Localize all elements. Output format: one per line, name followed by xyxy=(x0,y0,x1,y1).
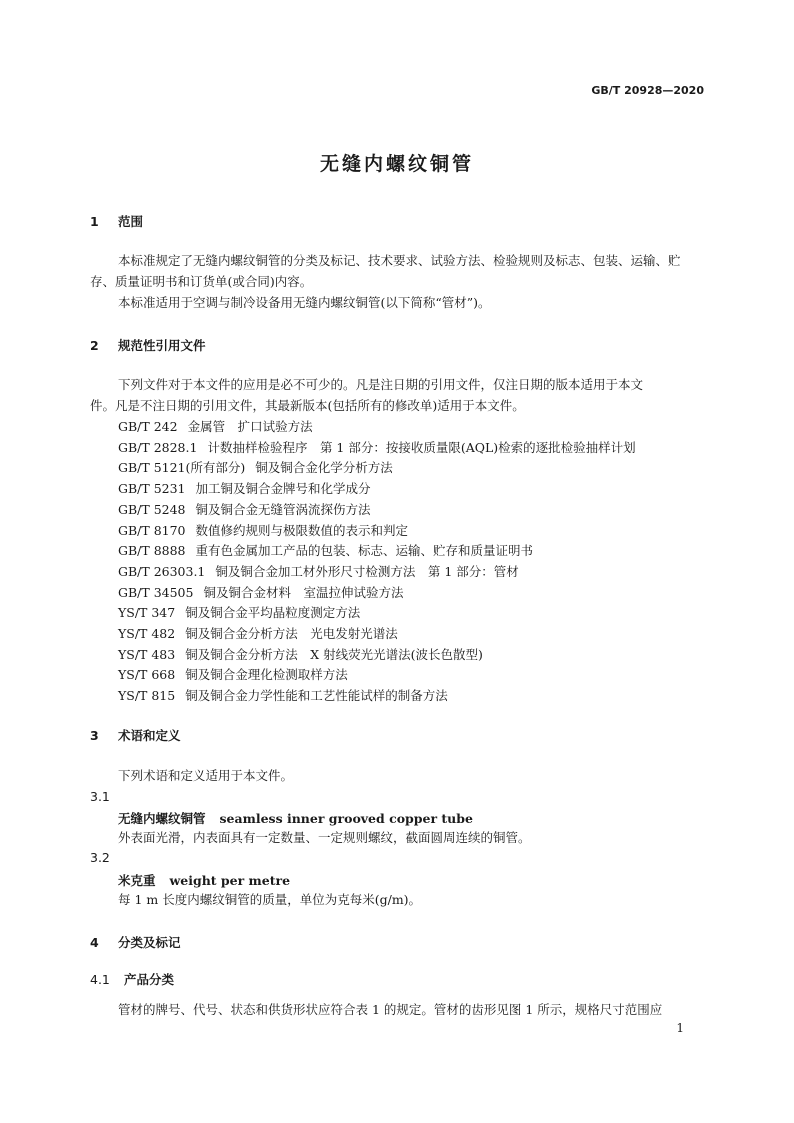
reference-item xyxy=(118,665,348,683)
reference-title: 铜及铜合金分析方法 光电发射光谱法 xyxy=(185,626,398,641)
reference-title: 铜及铜合金力学性能和工艺性能试样的制备方法 xyxy=(185,688,448,704)
section-1-heading xyxy=(90,212,143,230)
reference-item xyxy=(118,438,636,456)
reference-code: GB/T 26303.1 xyxy=(118,563,206,579)
section-title: 规范性引用文件 xyxy=(118,338,206,353)
reference-code: GB/T 5248 xyxy=(118,501,186,517)
reference-item xyxy=(118,417,313,435)
section-2-heading xyxy=(90,336,206,354)
reference-item xyxy=(118,541,533,559)
reference-code: YS/T 347 xyxy=(118,605,176,621)
reference-code: GB/T 5121(所有部分) xyxy=(118,460,246,476)
reference-item xyxy=(118,458,393,476)
reference-item xyxy=(118,583,403,601)
reference-code: YS/T 815 xyxy=(118,688,176,704)
term-en: seamless inner grooved copper tube xyxy=(219,811,473,826)
subsection-title: 产品分类 xyxy=(124,972,175,987)
term-3-2-definition: 每 1 m 长度内螺纹铜管的质量，单位为克每米(g/m)。 xyxy=(118,892,422,907)
references-intro-line-1: 下列文件对于本文件的应用是必不可少的。凡是注日期的引用文件，仅注日期的版本适用于本文 xyxy=(118,377,644,392)
term-zh: 米克重 xyxy=(118,873,156,888)
scope-paragraph-2: 本标准适用于空调与制冷设备用无缝内螺纹铜管(以下简称“管材”)。 xyxy=(118,295,491,310)
section-3-heading xyxy=(90,726,181,744)
reference-code: YS/T 668 xyxy=(118,667,176,683)
term-3-1-definition: 外表面光滑，内表面具有一定数量、一定规则螺纹，截面圆周连续的铜管。 xyxy=(118,830,531,845)
reference-title: 金属管 扩口试验方法 xyxy=(187,419,313,434)
document-title: 无缝内螺纹铜管 xyxy=(319,153,474,175)
term-3-1-number: 3.1 xyxy=(90,789,110,804)
term-3-2-number: 3.2 xyxy=(90,850,110,865)
section-number: 2 xyxy=(90,338,99,353)
classification-paragraph: 管材的牌号、代号、状态和供货形状应符合表 1 的规定。管材的齿形见图 1 所示，规格尺寸范围应 xyxy=(118,1002,663,1017)
section-4-heading xyxy=(90,933,181,951)
reference-item xyxy=(118,624,398,642)
term-3-1 xyxy=(118,809,473,827)
reference-title: 加工铜及铜合金牌号和化学成分 xyxy=(195,481,371,497)
reference-title: 重有色金属加工产品的包装、标志、运输、贮存和质量证明书 xyxy=(195,543,534,559)
term-en: weight per metre xyxy=(169,873,291,888)
references-intro-line-2: 件。凡是不注日期的引用文件，其最新版本(包括所有的修改单)适用于本文件。 xyxy=(90,398,525,413)
term-3-2 xyxy=(118,871,290,889)
reference-code: GB/T 5231 xyxy=(118,481,186,497)
reference-item xyxy=(118,479,371,497)
reference-title: 计数抽样检验程序 第 1 部分：按接收质量限(AQL)检索的逐批检验抽样计划 xyxy=(207,439,636,455)
reference-code: GB/T 8888 xyxy=(118,543,186,559)
section-title: 分类及标记 xyxy=(118,935,181,950)
reference-title: 铜及铜合金化学分析方法 xyxy=(255,460,393,476)
section-number: 1 xyxy=(90,214,99,229)
reference-code: YS/T 482 xyxy=(118,626,176,641)
reference-item xyxy=(118,645,483,663)
section-title: 术语和定义 xyxy=(118,728,181,743)
scope-paragraph-1-line-2: 存、质量证明书和订货单(或合同)内容。 xyxy=(90,274,313,289)
section-title: 范围 xyxy=(118,214,144,229)
reference-title: 数值修约规则与极限数值的表示和判定 xyxy=(195,522,409,538)
reference-title: 铜及铜合金理化检测取样方法 xyxy=(185,667,348,683)
reference-title: 铜及铜合金材料 室温拉伸试验方法 xyxy=(203,584,404,600)
reference-item xyxy=(118,521,408,539)
reference-code: GB/T 2828.1 xyxy=(118,439,198,455)
subsection-number: 4.1 xyxy=(90,972,110,987)
scope-paragraph-1-line-1: 本标准规定了无缝内螺纹铜管的分类及标记、技术要求、试验方法、检验规则及标志、包装、运输、贮 xyxy=(118,253,681,268)
section-number: 3 xyxy=(90,728,99,743)
reference-title: 铜及铜合金分析方法 X 射线荧光光谱法(波长色散型) xyxy=(185,646,483,662)
reference-item xyxy=(118,562,519,580)
reference-code: GB/T 242 xyxy=(118,419,178,434)
terms-intro: 下列术语和定义适用于本文件。 xyxy=(118,768,294,783)
reference-title: 铜及铜合金加工材外形尺寸检测方法 第 1 部分：管材 xyxy=(215,563,519,579)
subsection-4-1-heading xyxy=(90,970,174,988)
reference-code: GB/T 8170 xyxy=(118,522,186,538)
standard-number: GB/T 20928—2020 xyxy=(591,84,704,97)
term-zh: 无缝内螺纹铜管 xyxy=(118,811,206,826)
reference-code: YS/T 483 xyxy=(118,646,176,662)
reference-title: 铜及铜合金无缝管涡流探伤方法 xyxy=(195,501,371,517)
reference-item xyxy=(118,500,371,518)
reference-item xyxy=(118,603,360,621)
reference-code: GB/T 34505 xyxy=(118,584,194,600)
section-number: 4 xyxy=(90,935,99,950)
reference-item xyxy=(118,686,448,704)
page-number: 1 xyxy=(676,1021,684,1035)
reference-title: 铜及铜合金平均晶粒度测定方法 xyxy=(185,605,361,621)
